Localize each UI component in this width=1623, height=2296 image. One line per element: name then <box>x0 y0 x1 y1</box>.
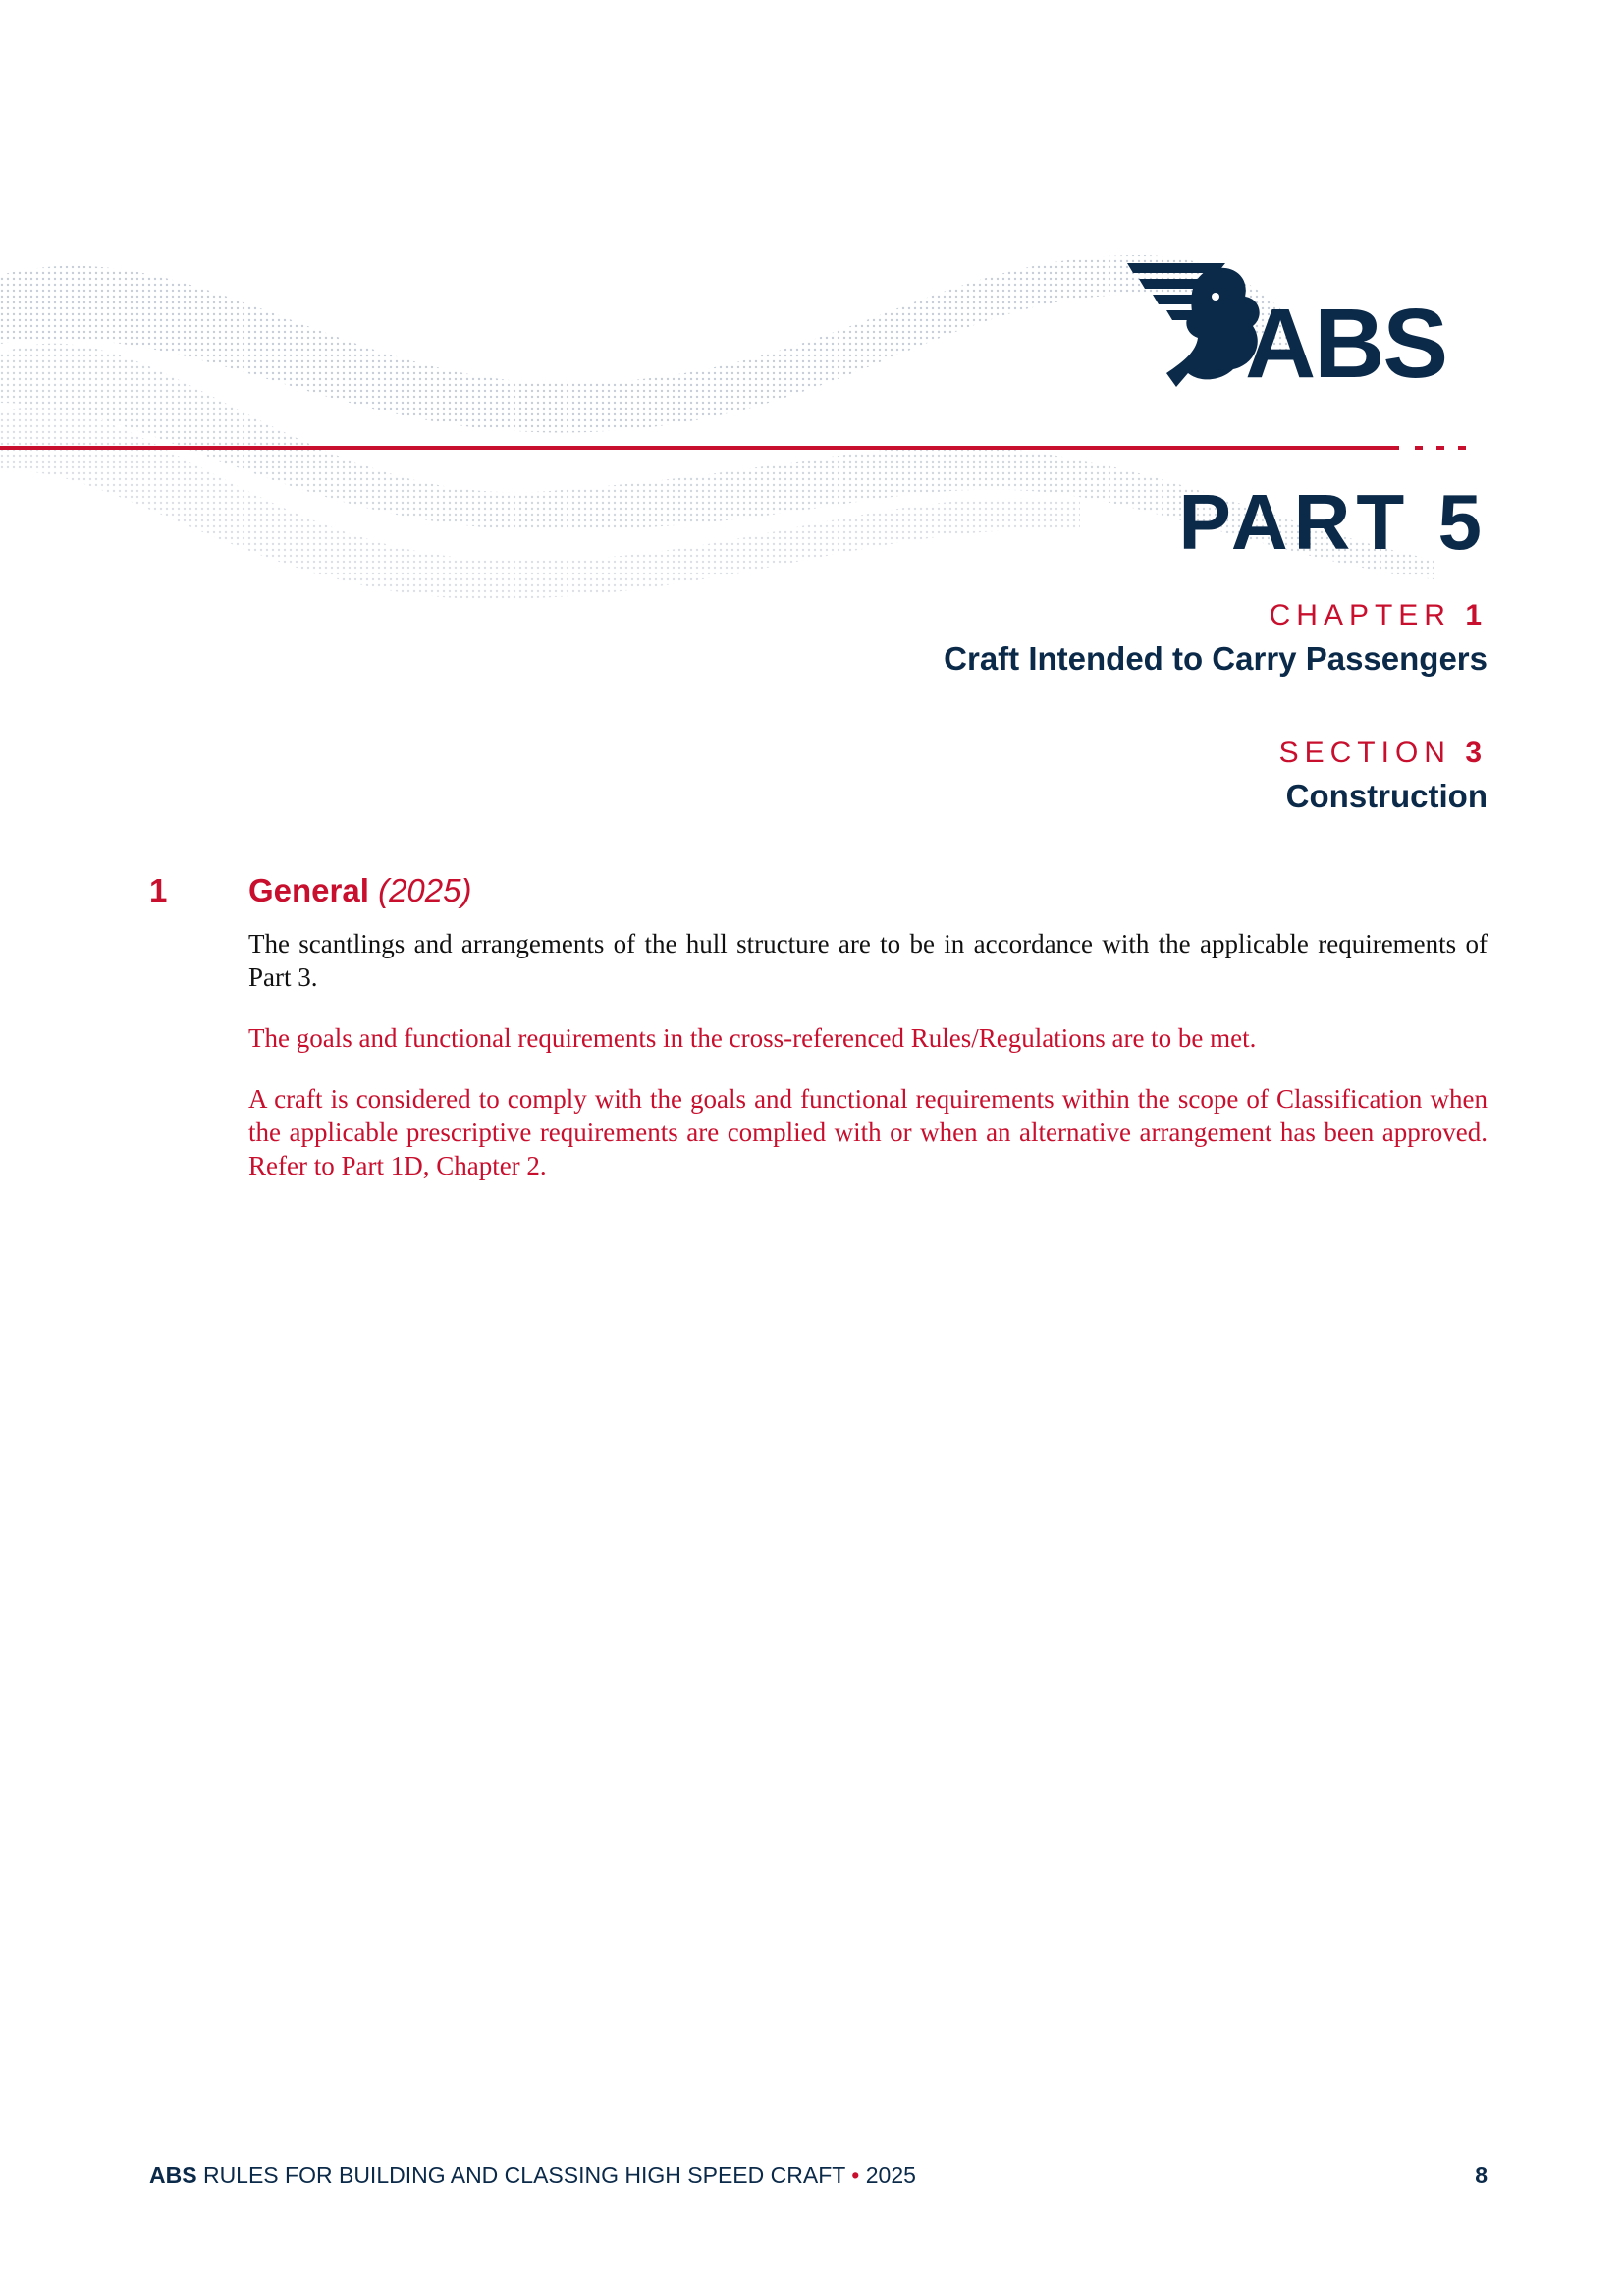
paragraph-compliance: A craft is considered to comply with the goals and functional requirements within the scope of Classification when the applicable prescriptive requirements are complied with or when an alternative arrangement has been approved. Refer to Part 1D, Chapter 2. <box>248 1084 1488 1180</box>
heading-year: (2025) <box>378 872 472 908</box>
section-number: 3 <box>1465 737 1488 769</box>
section-label-text: SECTION <box>1278 737 1451 769</box>
heading-number: 1 <box>149 872 168 908</box>
footer-year: 2025 <box>865 2162 916 2188</box>
section-label <box>1279 737 1488 770</box>
chapter-title: Craft Intended to Carry Passengers <box>944 640 1488 677</box>
chapter-number: 1 <box>1465 599 1488 631</box>
footer-title <box>149 2162 916 2189</box>
heading-title-text: General <box>248 872 369 908</box>
heading-title <box>248 872 471 909</box>
abs-logo-text: ABS <box>1245 289 1447 399</box>
chapter-label <box>1270 599 1488 632</box>
footer-bullet: • <box>851 2162 860 2188</box>
header-rule <box>0 446 1399 450</box>
chapter-label-text: CHAPTER <box>1269 599 1451 631</box>
part-title: PART 5 <box>1178 478 1488 566</box>
paragraph-goals: The goals and functional requirements in the cross-referenced Rules/Regulations are to be met. <box>248 1023 1257 1053</box>
section-title: Construction <box>1285 778 1488 814</box>
page-number: 8 <box>1475 2162 1488 2188</box>
header-rule-dots <box>1415 446 1466 450</box>
paragraph-scantlings: The scantlings and arrangements of the hull structure are to be in accordance with the applicable requirements of Part 3. <box>248 929 1488 992</box>
footer-title-text: RULES FOR BUILDING AND CLASSING HIGH SPEED CRAFT <box>202 2162 845 2188</box>
footer-brand: ABS <box>149 2162 197 2188</box>
